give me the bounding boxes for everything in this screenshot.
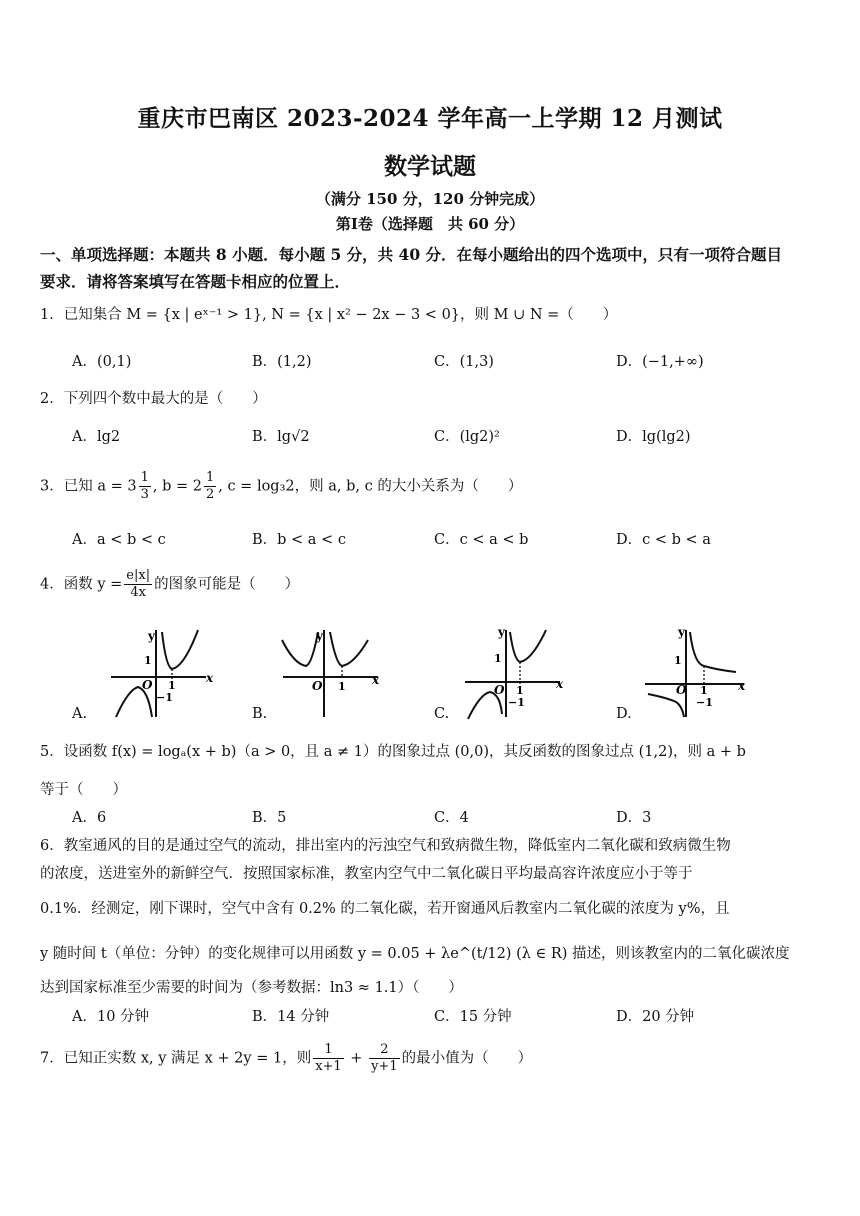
q3-frac1-num: 1 xyxy=(140,470,149,485)
q4-option-a: A. xyxy=(72,706,88,722)
q4a-y-label: y xyxy=(148,629,155,643)
q4-frac-num: e|x| xyxy=(126,568,151,583)
q7-frac1-den: x+1 xyxy=(315,1059,342,1074)
q7-plus: + xyxy=(345,1050,368,1067)
q4b-one-x: 1 xyxy=(338,680,346,693)
q7-fraction-1 xyxy=(313,1042,344,1075)
q4d-neg-one: −1 xyxy=(696,696,713,709)
question-6-line-3: 0.1%．经测定，刚下课时，空气中含有 0.2% 的二氧化碳，若开窗通风后教室内二氧化碳的浓度为 y%，且 xyxy=(40,901,730,917)
q4-graph-a xyxy=(106,622,216,722)
q4c-origin: O xyxy=(494,683,505,697)
q7-stem-suffix: 的最小值为（ ） xyxy=(401,1050,533,1067)
q3-option-d: D．c < b < a xyxy=(616,532,711,548)
question-4-stem xyxy=(40,568,299,601)
q4-graph-b xyxy=(278,622,388,722)
q4d-one-x: 1 xyxy=(700,684,708,697)
q3-frac2-num: 1 xyxy=(205,470,215,485)
q4d-x-label: x xyxy=(738,679,746,693)
exam-subtitle: 数学试题 xyxy=(384,153,476,180)
q3-option-c: C．c < a < b xyxy=(434,532,529,548)
q3-fraction-2 xyxy=(204,470,216,503)
q3-frac2-den: 2 xyxy=(205,487,215,502)
volume-heading: 第Ⅰ卷（选择题 共 60 分） xyxy=(335,215,525,233)
q4a-origin: O xyxy=(142,678,153,692)
q4b-x-label: x xyxy=(372,673,380,687)
q5-option-d: D．3 xyxy=(616,810,652,826)
q7-frac2-num: 2 xyxy=(369,1042,400,1059)
q4-option-c: C. xyxy=(434,706,450,722)
question-5-stem: 5．设函数 f(x) = logₐ(x + b)（a > 0，且 a ≠ 1）的图象过点 (0,0)，其反函数的图象过点 (1,2)，则 a + b xyxy=(40,744,746,760)
q2-option-d: D．lg(lg2) xyxy=(616,429,691,445)
q1-option-d: D．(−1,+∞) xyxy=(616,354,704,370)
q6-option-b: B．14 分钟 xyxy=(252,1009,330,1025)
question-1-stem: 1．已知集合 M = {x | eˣ⁻¹ > 1}, N = {x | x² − 2x − 3 < 0}，则 M ∪ N =（ ） xyxy=(40,307,618,323)
q5-option-c: C．4 xyxy=(434,810,469,826)
q4d-y-label: y xyxy=(678,625,685,639)
q4c-x-label: x xyxy=(556,677,564,691)
question-6-line-4: y 随时间 t（单位：分钟）的变化规律可以用函数 y = 0.05 + λe^(t/12) (λ ∈ R) 描述，则该教室内的二氧化碳浓度 xyxy=(40,946,790,962)
q4b-origin: O xyxy=(312,679,323,693)
q4d-origin: O xyxy=(676,683,687,697)
q7-frac2-den: y+1 xyxy=(371,1059,398,1074)
q4-stem-prefix: 4．函数 y = xyxy=(40,576,123,593)
question-5-stem-cont: 等于（ ） xyxy=(40,782,127,798)
q5-option-b: B．5 xyxy=(252,810,287,826)
q3-stem-mid2: , c = log₃2，则 a, b, c 的大小关系为（ ） xyxy=(218,478,523,495)
exam-title: 重庆市巴南区 2023-2024 学年高一上学期 12 月测试 xyxy=(137,105,723,132)
q2-option-a: A．lg2 xyxy=(72,429,121,445)
q4a-neg-one: −1 xyxy=(156,691,173,704)
q3-frac1-den: 3 xyxy=(140,487,149,502)
q6-option-a: A．10 分钟 xyxy=(72,1009,150,1025)
q6-option-d: D．20 分钟 xyxy=(616,1009,695,1025)
q4c-one-x: 1 xyxy=(516,684,524,697)
q4d-one-y: 1 xyxy=(674,654,682,667)
q4-option-d: D. xyxy=(616,706,632,722)
q4a-one-x: 1 xyxy=(168,679,176,692)
q4-fraction xyxy=(124,568,152,601)
section-heading: 一、单项选择题：本题共 8 小题．每小题 5 分，共 40 分．在每小题给出的四个选项中，只有一项符合题目要求．请将答案填写在答题卡相应的位置上． xyxy=(40,245,783,291)
q4c-one-y: 1 xyxy=(494,652,502,665)
q1-option-b: B．(1,2) xyxy=(252,354,312,370)
q4c-neg-one: −1 xyxy=(508,696,525,709)
question-6-line-1: 6．教室通风的目的是通过空气的流动，排出室内的污浊空气和致病微生物，降低室内二氧化碳和致病微生物 xyxy=(40,838,731,854)
q2-option-c: C．(lg2)² xyxy=(434,429,500,445)
q4-graph-d xyxy=(640,622,750,722)
q4c-y-label: y xyxy=(498,625,505,639)
q3-stem-prefix: 3．已知 a = 3 xyxy=(40,478,137,495)
q7-frac1-num: 1 xyxy=(313,1042,344,1059)
q4a-one-y: 1 xyxy=(144,654,152,667)
question-2-stem: 2．下列四个数中最大的是（ ） xyxy=(40,391,267,407)
q3-option-a: A．a < b < c xyxy=(72,532,166,548)
question-6-line-5: 达到国家标准至少需要的时间为（参考数据：ln3 ≈ 1.1）（ ） xyxy=(40,980,463,996)
q3-stem-mid1: , b = 2 xyxy=(152,478,202,495)
question-6-line-2: 的浓度，送进室外的新鲜空气．按照国家标准，教室内空气中二氧化碳日平均最高容许浓度应小于等于 xyxy=(40,866,693,882)
q4-option-b: B. xyxy=(252,706,268,722)
q2-option-b: B．lg√2 xyxy=(252,429,310,445)
q4b-y-label: y xyxy=(316,629,323,643)
q7-stem-prefix: 7．已知正实数 x, y 满足 x + 2y = 1，则 xyxy=(40,1050,312,1067)
q1-option-a: A．(0,1) xyxy=(72,354,132,370)
question-7-stem xyxy=(40,1042,532,1075)
q3-fraction-1 xyxy=(139,470,151,503)
q4-graph-c xyxy=(460,622,570,722)
q7-fraction-2 xyxy=(369,1042,400,1075)
q4-stem-suffix: 的图象可能是（ ） xyxy=(154,576,300,593)
q4-frac-den: 4x xyxy=(130,585,146,600)
q1-option-c: C．(1,3) xyxy=(434,354,494,370)
q5-option-a: A．6 xyxy=(72,810,107,826)
q4a-x-label: x xyxy=(206,671,214,685)
exam-note: （满分 150 分，120 分钟完成） xyxy=(315,190,545,208)
q6-option-c: C．15 分钟 xyxy=(434,1009,512,1025)
question-3-stem xyxy=(40,470,522,503)
q3-option-b: B．b < a < c xyxy=(252,532,346,548)
